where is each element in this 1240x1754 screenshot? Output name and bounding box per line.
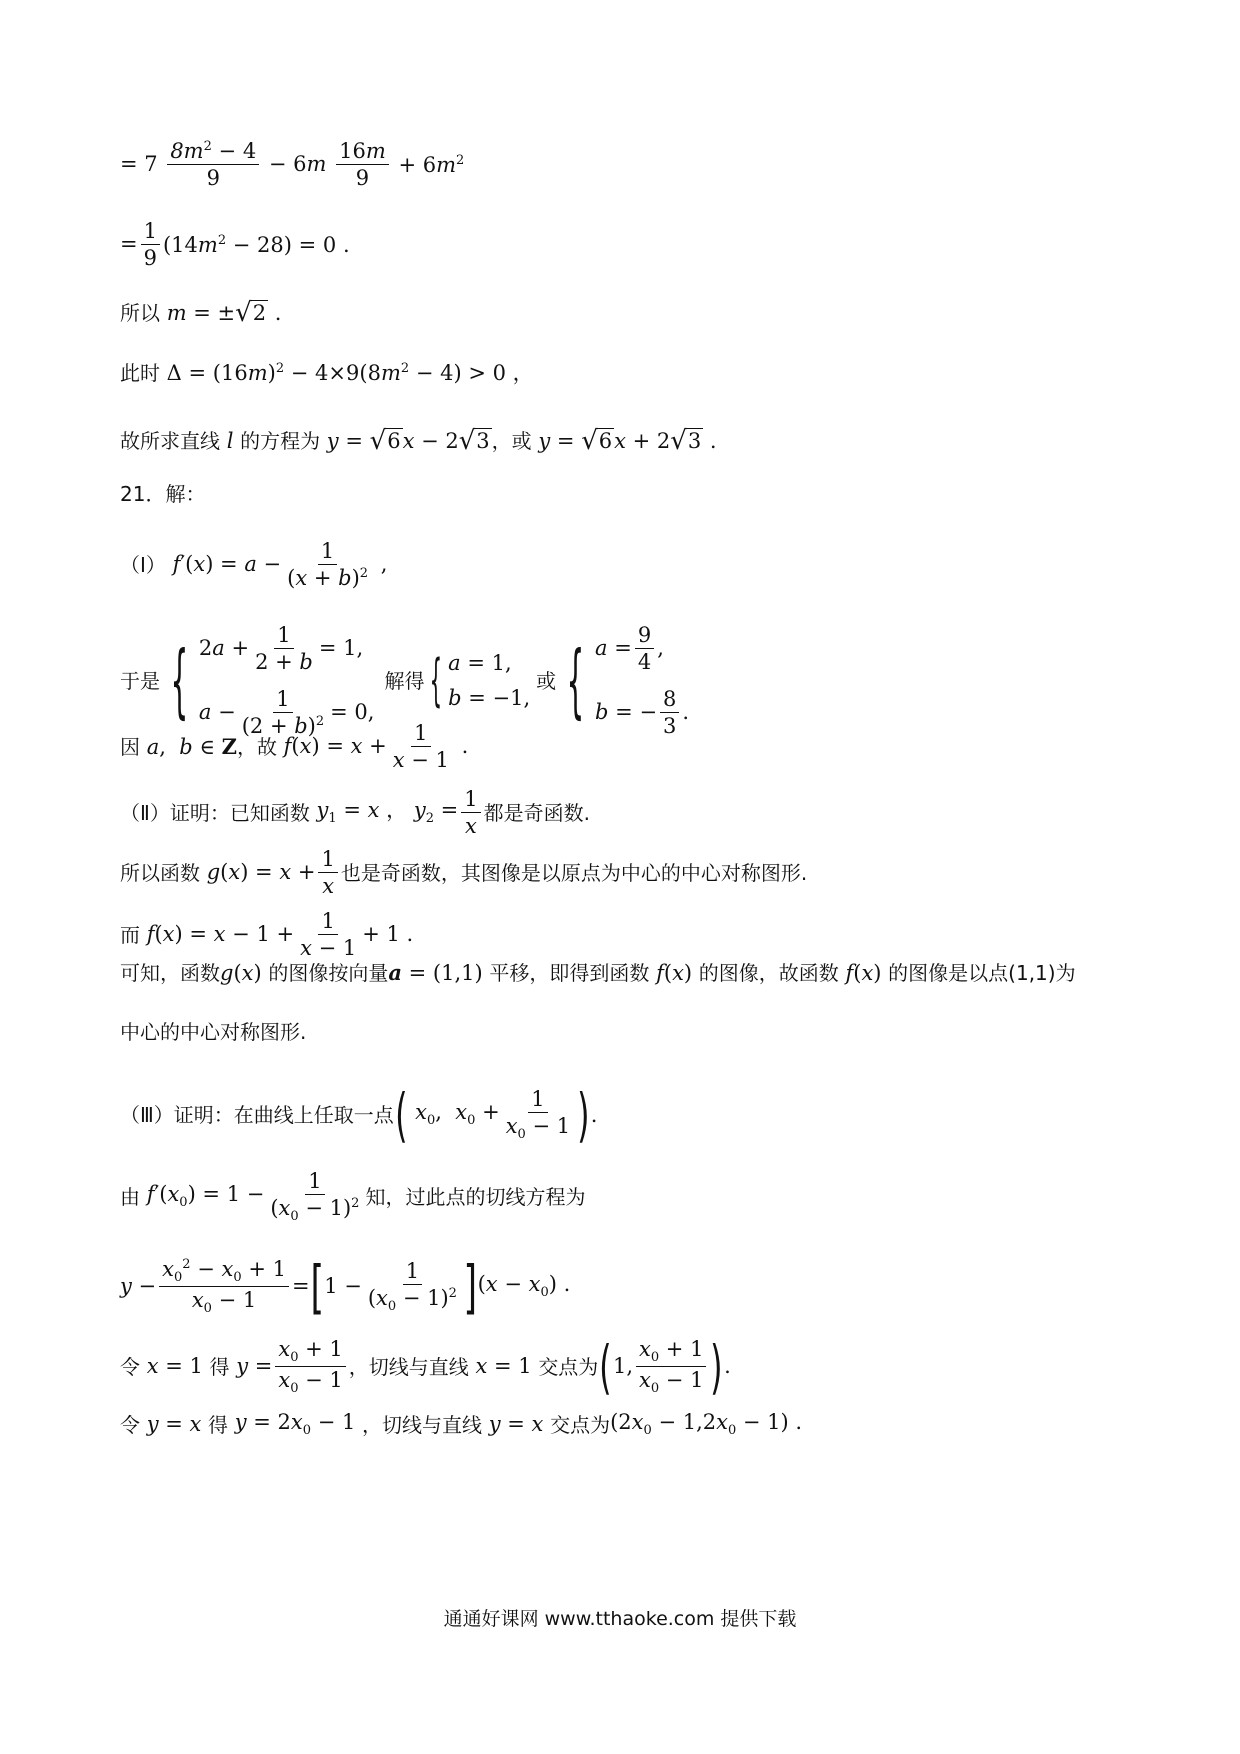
part-2-label: （Ⅱ）证明：已知函数 (120, 800, 310, 825)
text-zhi: 知，过此点的切线方程为 (365, 1184, 586, 1209)
equation-line-4: 此时 $\Delta = (16m)^2 - 4\times 9(8m^2 - 4) > 0$ ， (120, 361, 534, 385)
text-jiaodian: 交点为 (550, 1412, 611, 1437)
part-2-line-1: （Ⅱ）证明：已知函数 $y_1 = x$ ， $y_2$ = $\frac{1}{x}$ 都是奇函数. (120, 787, 591, 839)
part-2-line-4: 可知，函数 g(x) 的图像按向量 a = (1,1) 平移，即得到函数 f(x) 的图像，故函数 f(x) 的图像是以点(1,1)为 (120, 960, 1076, 985)
part-2-line-2: 所以函数 g(x) = x + $\frac{1}{x}$ 也是奇函数，其图像是以原点为中心的中心对称图形. (120, 847, 808, 899)
part-3-line-4: 令 x = 1 得 y = $\frac{x_0 + 1}{x_0 - 1}$ ，切线与直线 x = 1 交点为 ( 1, $\frac{x_0 + 1}{x_0 - 1}$ ) . (120, 1332, 731, 1401)
text-kezhi-2: 的图像按向量 (268, 961, 389, 985)
fraction: $\frac{1}{9}$ (141, 218, 160, 272)
sqrt: √ 2 (235, 298, 267, 329)
text-line-eq-mid: 的方程为 (240, 429, 321, 454)
equation-line-3: 所以 m = ± √ 2 . (120, 298, 282, 329)
conclusion-f: 因 a, b ∈ Z ，故 f(x) = x + $\frac{1}{x - 1}$ . (120, 721, 469, 773)
fraction: $\frac{16m}{9}$ (336, 138, 389, 192)
text-kezhi-1: 可知，函数 (120, 961, 220, 985)
text-de: 得 (209, 1354, 230, 1379)
text-jiede: 解得 (384, 668, 425, 693)
part-2-line-5: 中心的中心对称图形. (120, 1020, 307, 1044)
text-de: 得 (208, 1412, 229, 1437)
equation-line-1: = 7 $\frac{8m^2 - 4}{9}$ − 6m $\frac{16m}{9}$ + $6m^2$ (120, 139, 465, 191)
equation-line-2: = $\frac{1}{9}$ $(14m^2 - 28) = 0$ . (120, 219, 350, 271)
part-3-label: （Ⅲ）证明：在曲线上任取一点 (120, 1103, 394, 1127)
text-you: 由 (120, 1184, 140, 1209)
part-3-line-2: 由 $f'(x_0) = 1$ − $\frac{1}{(x_0 - 1)^2}$ 知，过此点的切线方程为 (120, 1169, 586, 1225)
part-1-derivative: （Ⅰ） f′(x) = a − $\frac{1}{(x + b)^2}$ , (120, 539, 388, 591)
tangent-equation: y − $\frac{x_0^2 - x_0 + 1}{x_0 - 1}$ = [ 1 − $\frac{1}{(x_0 - 1)^2}$ ] $(x - x_0)$ . (120, 1252, 571, 1321)
part-3-line-1: （Ⅲ）证明：在曲线上任取一点 ( $x_0$, $x_0$ + $\frac{1}{x_0 - 1}$ ) . (120, 1081, 598, 1149)
footer-watermark: 通通好课网 www.tthaoke.com 提供下载 (443, 1608, 797, 1630)
text-qie: ，切线与直线 (362, 1412, 483, 1437)
fraction: $\frac{8m^2 - 4}{9}$ (167, 138, 259, 192)
text-yushi: 于是 (120, 668, 160, 693)
text-kezhi-5: 的图像是以点(1,1)为 (888, 961, 1076, 985)
text-line-eq-pre: 故所求直线 (120, 429, 220, 454)
part-1-label: （Ⅰ） (120, 552, 166, 577)
text-kezhi-4: 的图像，故函数 (698, 961, 839, 985)
text-er: 而 (120, 922, 140, 947)
equation-line-5: 故所求直线 l 的方程为 y = √ 6 x − 2 √ 3 ，或 y = √ 6 x + 2 √ 3 . (120, 426, 717, 457)
question-21-heading: 21．解： (120, 482, 206, 506)
text-doushi: 都是奇函数. (483, 800, 591, 825)
text-cishi: 此时 (120, 361, 160, 385)
left-brace: { (170, 633, 189, 727)
text-huo: 或 (536, 668, 557, 693)
text-or: ，或 (491, 429, 532, 454)
text-yeshi: 也是奇函数，其图像是以原点为中心的中心对称图形. (340, 860, 808, 885)
text-jiaodian: 交点为 (538, 1354, 599, 1379)
text-kezhi-3: 平移，即得到函数 (489, 961, 650, 985)
text-yin: 因 (120, 734, 140, 759)
text-suoyi-hanshu: 所以函数 (120, 860, 200, 885)
part-3-line-5: 令 y = x 得 $y = 2x_0 - 1$ ，切线与直线 y = x 交点为 $(2x_0 - 1,2x_0 - 1)$ . (120, 1410, 803, 1439)
text-suoyi: 所以 (120, 301, 160, 326)
part-2-line-3: 而 f(x) = x − 1 + $\frac{1}{x - 1}$ + 1 . (120, 909, 414, 961)
equation-system: 于是 { 2 a + $\frac{1}{2 + b}$ = 1, a − $\frac{1}{(2 + b)^2}$ = 0, 解得 { a = 1, b = −1, 或 { a = $\frac{9}{4}$ , b = − $\frac{8}{3}$ . (120, 623, 690, 738)
text-ling: 令 (120, 1412, 140, 1437)
text-qie: ，切线与直线 (348, 1354, 469, 1379)
text-gu: ，故 (236, 734, 277, 759)
text-ling: 令 (120, 1354, 140, 1379)
